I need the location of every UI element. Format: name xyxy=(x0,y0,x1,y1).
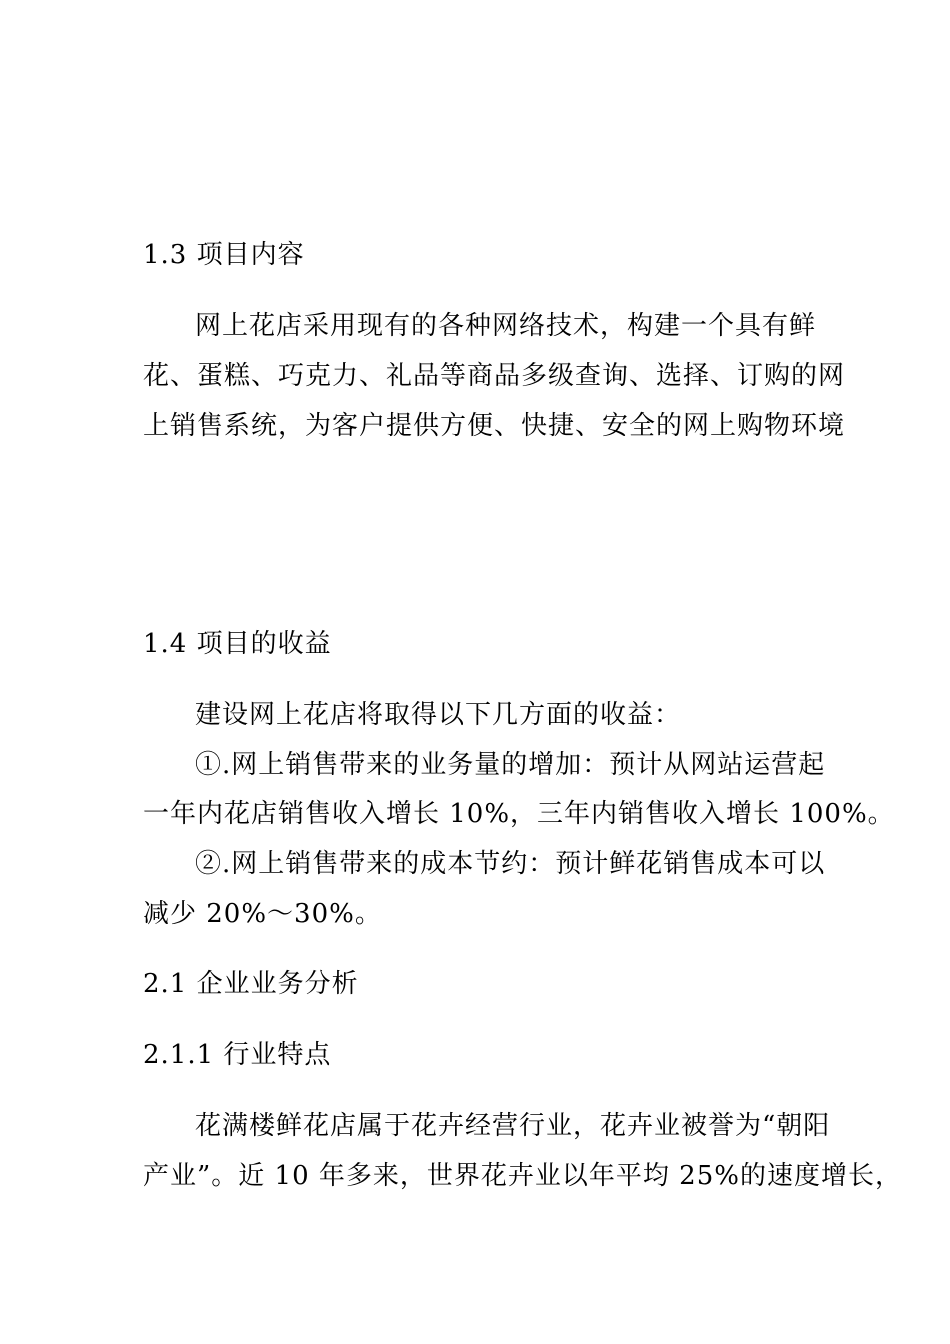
list-item-line: 减少 20%～30%。 xyxy=(143,899,382,929)
paragraph-line: 产业”。近 10 年多来，世界花卉业以年平均 25%的速度增长， xyxy=(143,1161,902,1191)
section-heading-1-4: 1.4 项目的收益 xyxy=(143,629,332,659)
paragraph-line: 花满楼鲜花店属于花卉经营行业，花卉业被誉为“朝阳 xyxy=(195,1111,831,1141)
list-item-line: ①.网上销售带来的业务量的增加：预计从网站运营起 xyxy=(195,750,826,780)
paragraph-line: 上销售系统，为客户提供方便、快捷、安全的网上购物环境 xyxy=(143,411,846,441)
section-heading-2-1-1: 2.1.1 行业特点 xyxy=(143,1040,332,1070)
paragraph-line: 建设网上花店将取得以下几方面的收益： xyxy=(195,700,682,730)
paragraph-line: 网上花店采用现有的各种网络技术，构建一个具有鲜 xyxy=(195,311,817,341)
section-heading-1-3: 1.3 项目内容 xyxy=(143,240,305,270)
paragraph-line: 花、蛋糕、巧克力、礼品等商品多级查询、选择、订购的网 xyxy=(143,361,846,391)
list-item-line: 一年内花店销售收入增长 10%，三年内销售收入增长 100%。 xyxy=(143,799,895,829)
list-item-line: ②.网上销售带来的成本节约：预计鲜花销售成本可以 xyxy=(195,849,826,879)
section-heading-2-1: 2.1 企业业务分析 xyxy=(143,969,359,999)
